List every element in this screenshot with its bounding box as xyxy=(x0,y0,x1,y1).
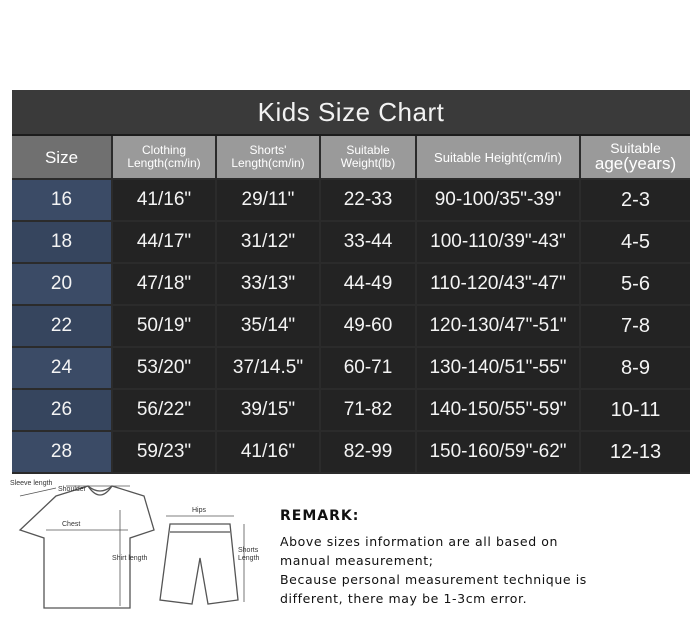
height-cell: 140-150/55"-59" xyxy=(416,389,580,431)
weight-cell: 71-82 xyxy=(320,389,416,431)
remark-section xyxy=(280,508,690,608)
tshirt-measure-lines xyxy=(20,486,130,606)
height-cell: 110-120/43"-47" xyxy=(416,263,580,305)
header-weight xyxy=(320,136,416,179)
clothing-length-cell: 44/17" xyxy=(112,221,216,263)
age-cell: 12-13 xyxy=(580,431,690,473)
shorts-length-cell: 35/14" xyxy=(216,305,320,347)
size-cell: 22 xyxy=(12,305,112,347)
height-cell: 150-160/59"-62" xyxy=(416,431,580,473)
label-sleeve-length: Sleeve length xyxy=(10,480,53,487)
remark-line: different, there may be 1-3cm error. xyxy=(280,591,528,606)
clothing-length-cell: 59/23" xyxy=(112,431,216,473)
size-cell: 16 xyxy=(12,179,112,221)
label-shorts-length-line1: Shorts xyxy=(238,547,259,554)
shorts-outline xyxy=(160,524,238,604)
height-cell: 90-100/35"-39" xyxy=(416,179,580,221)
shorts-length-cell: 33/13" xyxy=(216,263,320,305)
shorts-length-cell: 29/11" xyxy=(216,179,320,221)
shorts-length-cell: 31/12" xyxy=(216,221,320,263)
remark-line: Above sizes information are all based on xyxy=(280,534,559,549)
header-shorts-length-line2: Length(cm/in) xyxy=(231,156,305,170)
shorts-length-cell: 41/16" xyxy=(216,431,320,473)
clothing-length-cell: 50/19" xyxy=(112,305,216,347)
header-age-line1: Suitable xyxy=(610,139,661,156)
size-cell: 24 xyxy=(12,347,112,389)
height-cell: 120-130/47"-51" xyxy=(416,305,580,347)
table-row xyxy=(12,347,690,389)
table-row xyxy=(12,263,690,305)
header-clothing-length-line1: Clothing xyxy=(141,143,187,157)
measurement-diagram xyxy=(8,474,270,614)
age-cell: 7-8 xyxy=(580,305,690,347)
header-weight-line1: Suitable xyxy=(346,143,390,157)
shorts-length-cell: 39/15" xyxy=(216,389,320,431)
label-hips: Hips xyxy=(192,507,207,514)
table-row xyxy=(12,389,690,431)
weight-cell: 49-60 xyxy=(320,305,416,347)
height-cell: 100-110/39"-43" xyxy=(416,221,580,263)
size-chart xyxy=(12,90,690,474)
label-shirt-length: Shirt length xyxy=(112,555,148,562)
header-clothing-length-line2: Length(cm/in) xyxy=(127,156,201,170)
age-cell: 4-5 xyxy=(580,221,690,263)
tshirt-outline xyxy=(20,486,154,608)
size-cell: 18 xyxy=(12,221,112,263)
table-row xyxy=(12,305,690,347)
height-cell: 130-140/51"-55" xyxy=(416,347,580,389)
weight-cell: 82-99 xyxy=(320,431,416,473)
header-weight-line2: Weight(lb) xyxy=(340,156,396,170)
remark-title: REMARK: xyxy=(280,508,360,524)
header-shorts-length xyxy=(216,136,320,179)
label-chest: Chest xyxy=(62,521,81,528)
table-row xyxy=(12,221,690,263)
table-row xyxy=(12,431,690,473)
weight-cell: 22-33 xyxy=(320,179,416,221)
header-clothing-length xyxy=(112,136,216,179)
header-shorts-length-line1: Shorts' xyxy=(249,143,287,157)
age-cell: 5-6 xyxy=(580,263,690,305)
label-shorts-length-line2: Length xyxy=(238,555,260,562)
header-age-line2: age(years) xyxy=(594,153,677,173)
table-row xyxy=(12,179,690,221)
header-size: Size xyxy=(12,136,112,179)
table-header-row xyxy=(12,136,690,179)
weight-cell: 33-44 xyxy=(320,221,416,263)
age-cell: 2-3 xyxy=(580,179,690,221)
clothing-length-cell: 53/20" xyxy=(112,347,216,389)
clothing-length-cell: 41/16" xyxy=(112,179,216,221)
remark-line: Because personal measurement technique is xyxy=(280,572,587,587)
size-cell: 28 xyxy=(12,431,112,473)
weight-cell: 60-71 xyxy=(320,347,416,389)
header-height: Suitable Height(cm/in) xyxy=(416,136,580,179)
size-cell: 26 xyxy=(12,389,112,431)
clothing-length-cell: 56/22" xyxy=(112,389,216,431)
age-cell: 10-11 xyxy=(580,389,690,431)
clothing-length-cell: 47/18" xyxy=(112,263,216,305)
shorts-length-cell: 37/14.5" xyxy=(216,347,320,389)
age-cell: 8-9 xyxy=(580,347,690,389)
remark-line: manual measurement; xyxy=(280,553,434,568)
size-cell: 20 xyxy=(12,263,112,305)
weight-cell: 44-49 xyxy=(320,263,416,305)
chart-title: Kids Size Chart xyxy=(12,90,690,136)
label-shoulder: Shoulder xyxy=(58,486,87,493)
measurement-diagram-svg xyxy=(8,474,270,614)
size-table xyxy=(12,136,690,474)
header-age xyxy=(580,136,690,179)
